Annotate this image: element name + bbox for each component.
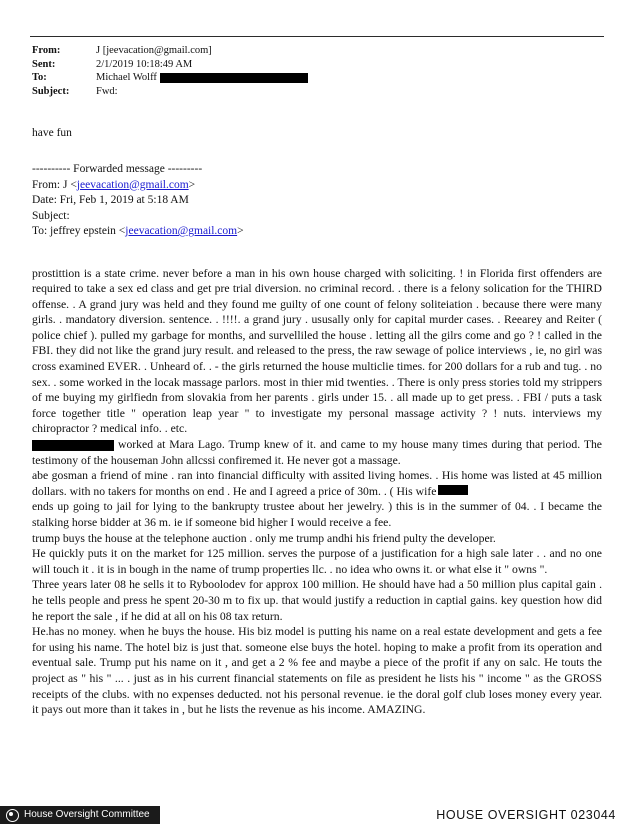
header-row-to xyxy=(32,71,604,85)
forwarded-from-email-link[interactable]: jeevacation@gmail.com xyxy=(76,178,189,191)
header-value-sent: 2/1/2019 10:18:49 AM xyxy=(96,58,193,70)
forwarded-to-close: > xyxy=(237,225,244,237)
forwarded-from-label: From: J < xyxy=(32,178,77,191)
header-row-from xyxy=(32,44,604,58)
header-label-sent: Sent: xyxy=(32,58,56,70)
seal-icon xyxy=(6,809,19,822)
forwarded-divider: ---------- Forwarded message --------- xyxy=(32,163,203,175)
redaction-bar-paragraph-2 xyxy=(32,440,114,451)
body-paragraph-3b: ends up going to jail for lying to the bankrupty trustee about her jewelry. ) this is in the summer of 04. . I became the stalking horse bidder at 36 m. ie if someone bid higher I would receive a fee. xyxy=(32,500,602,529)
redaction-bar-to-field xyxy=(160,73,308,83)
body-paragraph-2-text: worked at Mara Lago. Trump knew of it. and came to my house many times during that period. The testimony of the houseman John allcssi confiremed it. He never got a massage. xyxy=(32,438,602,467)
salutation-text: have fun xyxy=(32,127,72,139)
forwarded-to-label: To: jeffrey epstein < xyxy=(32,225,126,237)
header-value-subject: Fwd: xyxy=(96,85,118,97)
forwarded-date-line: Date: Fri, Feb 1, 2019 at 5:18 AM xyxy=(32,194,189,206)
header-divider-rule xyxy=(30,36,604,37)
oversight-committee-label: House Oversight Committee xyxy=(24,809,150,820)
document-content xyxy=(30,44,604,718)
header-label-from: From: xyxy=(32,45,61,56)
body-paragraph-2 xyxy=(32,437,602,468)
header-value-to xyxy=(96,71,308,85)
body-paragraph-1: prostittion is a state crime. never before a man in his own house charged with soliciting. ! in Florida first offenders are required to take a sex ed class and get pre trial diversion. no criminal record. . there is a felony solication for the THIRD offense. . A grand jury was held and they found me guilty of one count of felony soliteiation . because there were many girls. . mandatory diversion. sentence. . !!!!. a grand jury . ususally only for capital murder cases. . Reearey and Reiter ( police chief ). pulled my garbage for months, and survelliled the house . letting all the gilrs come and go ? ! called in the FBI. they did not like the grand jury result. and released to the press, the raw sewage of police interviews , ie, no girl was cross examined EVER. . Unheard of. . - the girls returned the house multiclie times. for 200 dollars for a rub and tug. . no sex. . some worked in the locak massage parlors. most in thier mid twenties. . There is only press stories told my strippers of me buying my girlfiedn from slovakia from her parents . girls under 15. . all made up to get press. . FBI / puts a task force together title " operation leap year " to investigate my personal massage activity ? ! nuts. interviews my chiropractor ? medical info. . etc. xyxy=(32,266,602,436)
header-row-sent xyxy=(32,58,604,72)
forwarded-to-email-link[interactable]: jeevacation@gmail.com xyxy=(125,225,238,237)
email-header-block xyxy=(32,44,604,98)
body-paragraph-4: trump buys the house at the telephone auction . only me trump andhi his friend pulty the developer. xyxy=(32,531,496,545)
forwarded-subject-line: Subject: xyxy=(32,209,70,222)
forwarded-from-close: > xyxy=(188,178,196,191)
forwarded-to-line xyxy=(32,224,604,240)
body-paragraph-3-text: abe gosman a friend of mine . ran into financial difficulty with assited living homes. . His home was listed at 45 million dollars. with no takers for months on end . He and I agreed a price of 30m. . ( His wife xyxy=(32,469,602,498)
body-paragraph-5: He quickly puts it on the market for 125 million. serves the purpose of a justification for a high sale later . . and no one will touch it . it is in bough in the name of trump properties llc. . no idea who owns it. or what else it " owns ". xyxy=(32,547,602,576)
forwarded-from-line xyxy=(32,178,604,194)
body-paragraph-7: He.has no money. when he buys the house. His biz model is putting his name on a real estate development and gets a fee for using his name. The hotel biz is just that. someone else buys the hotel. hoping to make a profit from its operation and eventual sale. Trump put his name on it , and get a 2 % fee and maybe a piece of the profit if any on salc. He touts the project as " his " ... . just as in his current financial statements on file as president he lists his " income " as the GROSS receipts of the clubs. with no expenses deducted. not his personal revenue. ie the doral golf club loses money every year. it pays out more than it takes in , but he lists the revenue as his income. AMAZING. xyxy=(32,625,602,717)
bates-stamp: HOUSE OVERSIGHT 023044 xyxy=(436,808,616,822)
oversight-committee-watermark xyxy=(0,806,160,824)
forwarded-message-block xyxy=(32,162,604,240)
body-paragraph-3 xyxy=(32,468,602,499)
body-paragraph-6: Three years later 08 he sells it to Ryboolodev for approx 100 million. He should have had a 50 million plus capital gain . he tells people and press he spent 20-30 m to fix up. that would justify a reduction in captial gains. key question how did he report the sale , if he did at all on his 08 tax return. xyxy=(32,578,602,623)
header-value-to-text: Michael Wolff xyxy=(96,72,157,83)
header-label-subject: Subject: xyxy=(32,85,70,97)
redaction-bar-wife xyxy=(438,485,468,495)
header-label-to: To: xyxy=(32,72,47,83)
letter-body xyxy=(32,266,602,718)
header-row-subject xyxy=(32,85,604,99)
header-value-from: J [jeevacation@gmail.com] xyxy=(96,45,212,56)
